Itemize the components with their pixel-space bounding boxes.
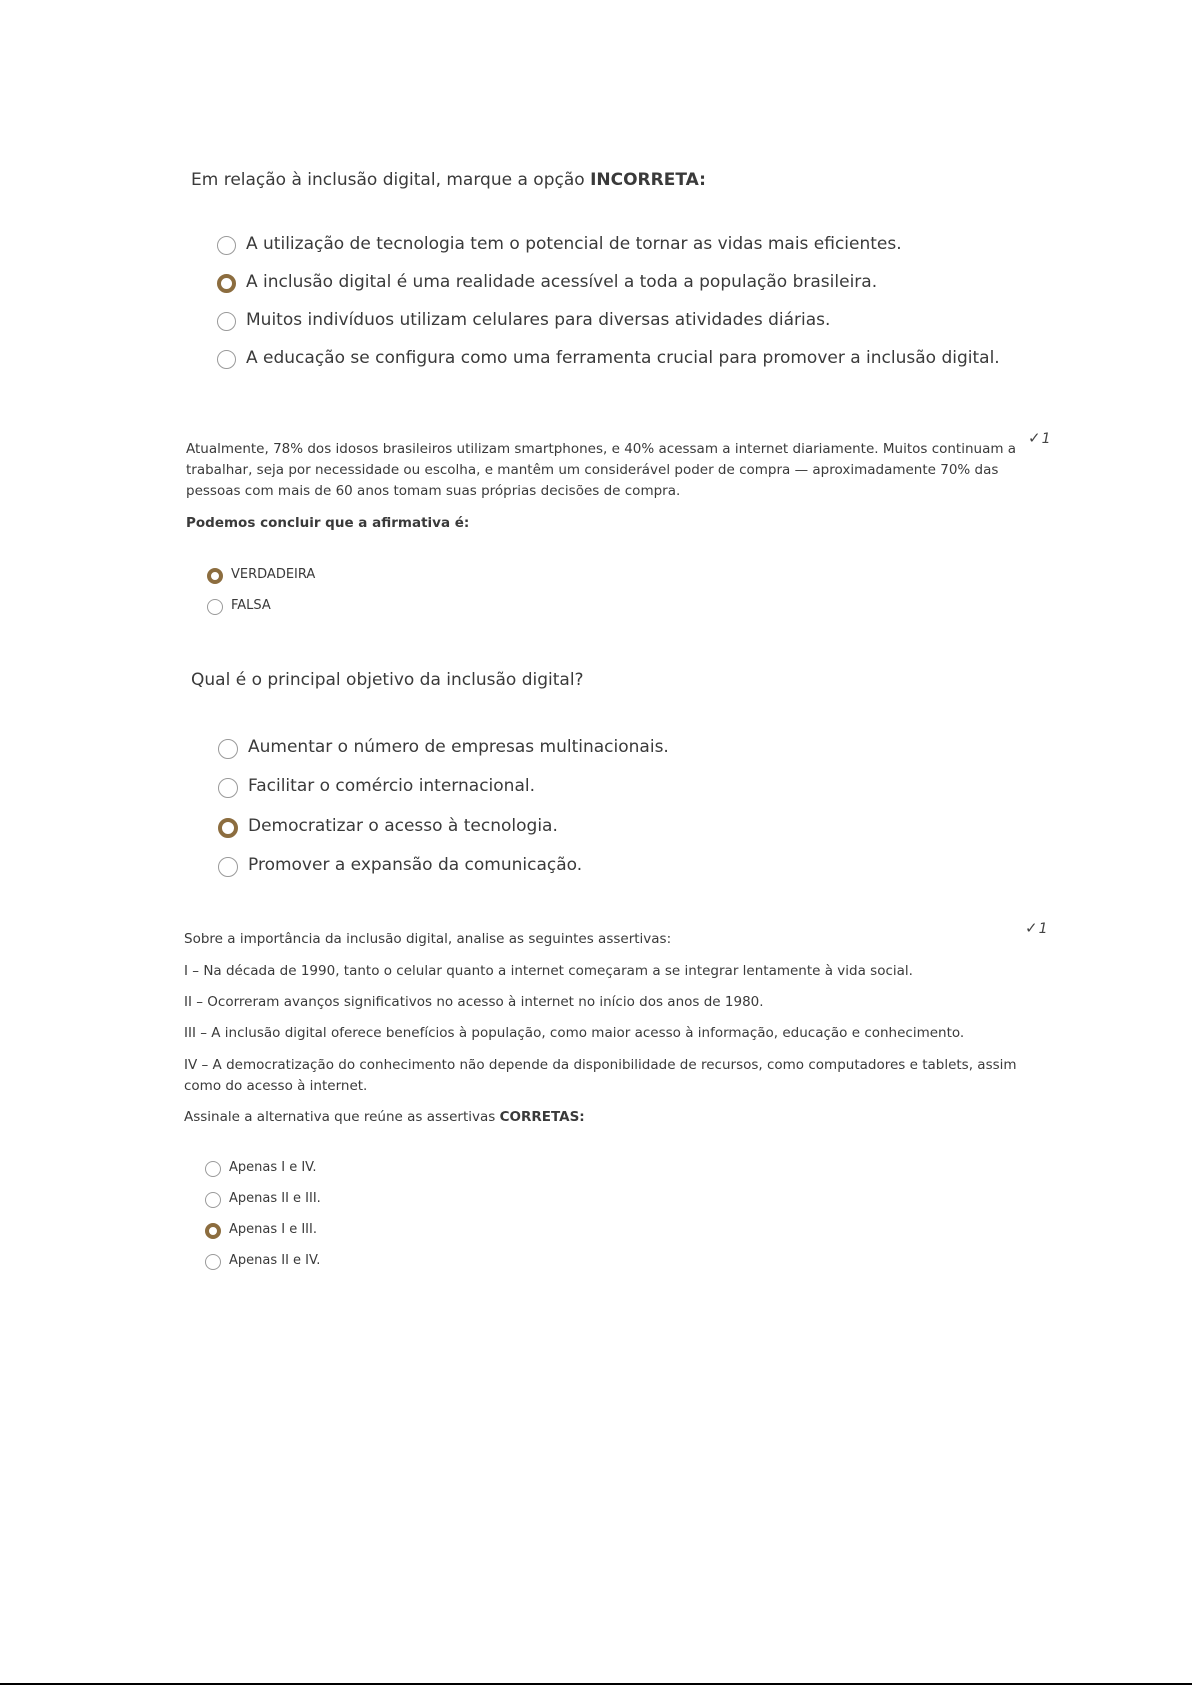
q4-option-2-radio[interactable] — [205, 1192, 221, 1208]
q2-option-false-label[interactable]: FALSA — [231, 598, 271, 613]
q3-option-4-radio[interactable] — [218, 857, 238, 877]
q4-assertion-1: I – Na década de 1990, tanto o celular quanto a internet começaram a se integrar lentamente à vida social. — [184, 963, 913, 979]
question-3-prompt: Qual é o principal objetivo da inclusão digital? — [191, 670, 584, 690]
q1-option-2-radio[interactable] — [217, 274, 236, 293]
q4-option-4-radio[interactable] — [205, 1254, 221, 1270]
q3-option-3-radio[interactable] — [218, 818, 238, 838]
q1-option-3-radio[interactable] — [217, 312, 236, 331]
question-1-prompt-emphasis: INCORRETA: — [590, 170, 706, 190]
q4-intro: Sobre a importância da inclusão digital, analise as seguintes assertivas: — [184, 931, 672, 947]
q4-option-1-label[interactable]: Apenas I e IV. — [229, 1160, 317, 1175]
q1-option-3-label[interactable]: Muitos indivíduos utilizam celulares para diversas atividades diárias. — [246, 310, 831, 330]
check-circle-icon: ✓ — [1025, 919, 1038, 937]
q2-option-false-radio[interactable] — [207, 599, 223, 615]
q4-option-4-label[interactable]: Apenas II e IV. — [229, 1253, 321, 1268]
q4-assertion-4: IV – A democratização do conhecimento não depende da disponibilidade de recursos, como computadores e tablets, assim como do acesso à internet. — [184, 1057, 1017, 1094]
q1-option-1-label[interactable]: A utilização de tecnologia tem o potencial de tornar as vidas mais eficientes. — [246, 234, 902, 254]
q3-option-1-label[interactable]: Aumentar o número de empresas multinacionais. — [248, 737, 669, 757]
q4-assertion-2: II – Ocorreram avanços significativos no acesso à internet no início dos anos de 1980. — [184, 994, 764, 1010]
q4-score: ✓1 — [1025, 919, 1048, 937]
q1-option-1-radio[interactable] — [217, 236, 236, 255]
q2-option-true-label[interactable]: VERDADEIRA — [231, 567, 316, 582]
q2-question: Podemos concluir que a afirmativa é: — [186, 515, 470, 531]
q1-option-4-radio[interactable] — [217, 350, 236, 369]
q4-instruction-emphasis: CORRETAS: — [499, 1109, 585, 1125]
q4-option-3-radio[interactable] — [205, 1223, 221, 1239]
q3-option-2-label[interactable]: Facilitar o comércio internacional. — [248, 776, 535, 796]
q2-score: ✓1 — [1028, 429, 1051, 447]
q2-statement: Atualmente, 78% dos idosos brasileiros utilizam smartphones, e 40% acessam a internet diariamente. Muitos continuam a trabalhar, seja por necessidade ou escolha, e mantêm um considerável poder de compra — aproximadamente 70% das pessoas com mais de 60 anos tomam suas próprias decisões de compra. — [186, 441, 1017, 499]
q3-option-3-label[interactable]: Democratizar o acesso à tecnologia. — [248, 816, 558, 836]
q1-option-4-label[interactable]: A educação se configura como uma ferramenta crucial para promover a inclusão digital. — [246, 348, 1000, 368]
q4-instruction: Assinale a alternativa que reúne as assertivas CORRETAS: — [184, 1109, 585, 1125]
question-1-prompt: Em relação à inclusão digital, marque a opção INCORRETA: — [191, 170, 706, 190]
q4-option-1-radio[interactable] — [205, 1161, 221, 1177]
q2-option-true-radio[interactable] — [207, 568, 223, 584]
q1-option-2-label[interactable]: A inclusão digital é uma realidade acessível a toda a população brasileira. — [246, 272, 878, 292]
q4-option-3-label[interactable]: Apenas I e III. — [229, 1222, 317, 1237]
q4-option-2-label[interactable]: Apenas II e III. — [229, 1191, 321, 1206]
q3-option-4-label[interactable]: Promover a expansão da comunicação. — [248, 855, 583, 875]
q3-option-1-radio[interactable] — [218, 739, 238, 759]
q3-option-2-radio[interactable] — [218, 778, 238, 798]
q4-assertion-3: III – A inclusão digital oferece benefícios à população, como maior acesso à informação, educação e conhecimento. — [184, 1025, 965, 1041]
check-circle-icon: ✓ — [1028, 429, 1041, 447]
